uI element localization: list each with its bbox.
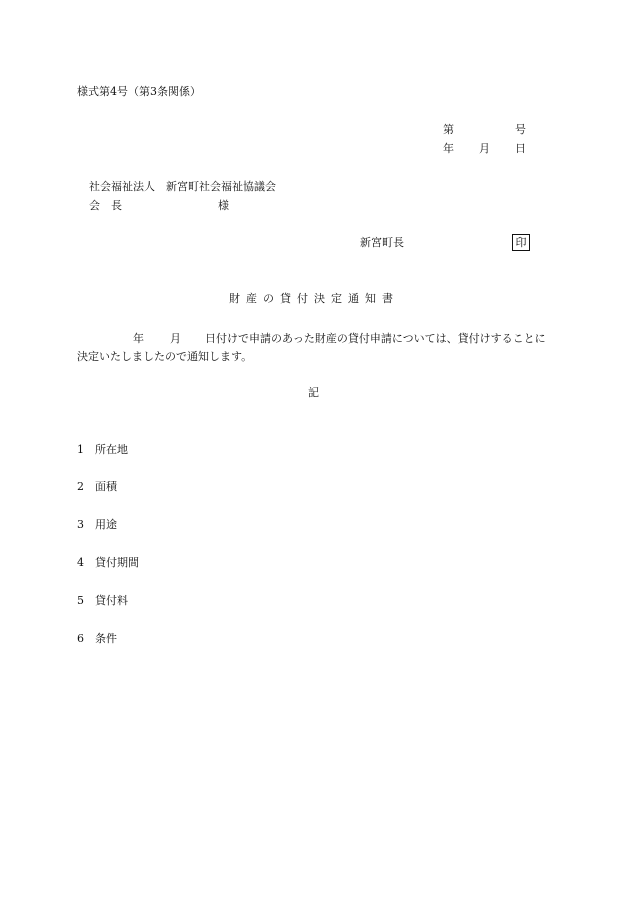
item-number: 5: [77, 594, 84, 607]
item-number: 3: [77, 518, 84, 531]
document-title: 財産の貸付決定通知書: [229, 292, 399, 305]
number-prefix: 第: [443, 123, 454, 136]
list-item: [77, 594, 128, 608]
date-year: 年: [443, 142, 454, 155]
list-item: [77, 556, 139, 570]
list-item: [77, 480, 117, 494]
body-month: 月: [170, 332, 181, 345]
date-month: 月: [479, 142, 490, 155]
item-number: 4: [77, 556, 84, 569]
item-number: 6: [77, 632, 84, 645]
list-item: [77, 443, 128, 457]
body-year: 年: [133, 332, 144, 345]
item-label: 用途: [95, 518, 117, 531]
sender-name: 新宮町長: [360, 236, 404, 249]
number-suffix: 号: [515, 123, 526, 136]
date-day: 日: [515, 142, 526, 155]
body-text: 日付けで申請のあった財産の貸付申請については、貸付けすることに決定いたしましたので通知します。: [77, 332, 546, 363]
item-label: 貸付期間: [95, 556, 139, 569]
list-item: [77, 518, 117, 532]
item-label: 面積: [95, 480, 117, 493]
item-label: 所在地: [95, 443, 128, 456]
ki-heading: 記: [308, 386, 319, 399]
item-label: 条件: [95, 632, 117, 645]
seal-mark: 印: [512, 234, 530, 251]
item-number: 1: [77, 443, 84, 456]
item-label: 貸付料: [95, 594, 128, 607]
addressee-org: 社会福祉法人 新宮町社会福祉協議会: [89, 180, 276, 193]
addressee-honorific: 様: [218, 199, 229, 212]
body-paragraph: [77, 330, 552, 366]
form-label: 様式第4号（第3条関係）: [77, 85, 201, 98]
list-item: [77, 632, 117, 646]
item-number: 2: [77, 480, 84, 493]
addressee-title: 会 長: [89, 199, 122, 212]
